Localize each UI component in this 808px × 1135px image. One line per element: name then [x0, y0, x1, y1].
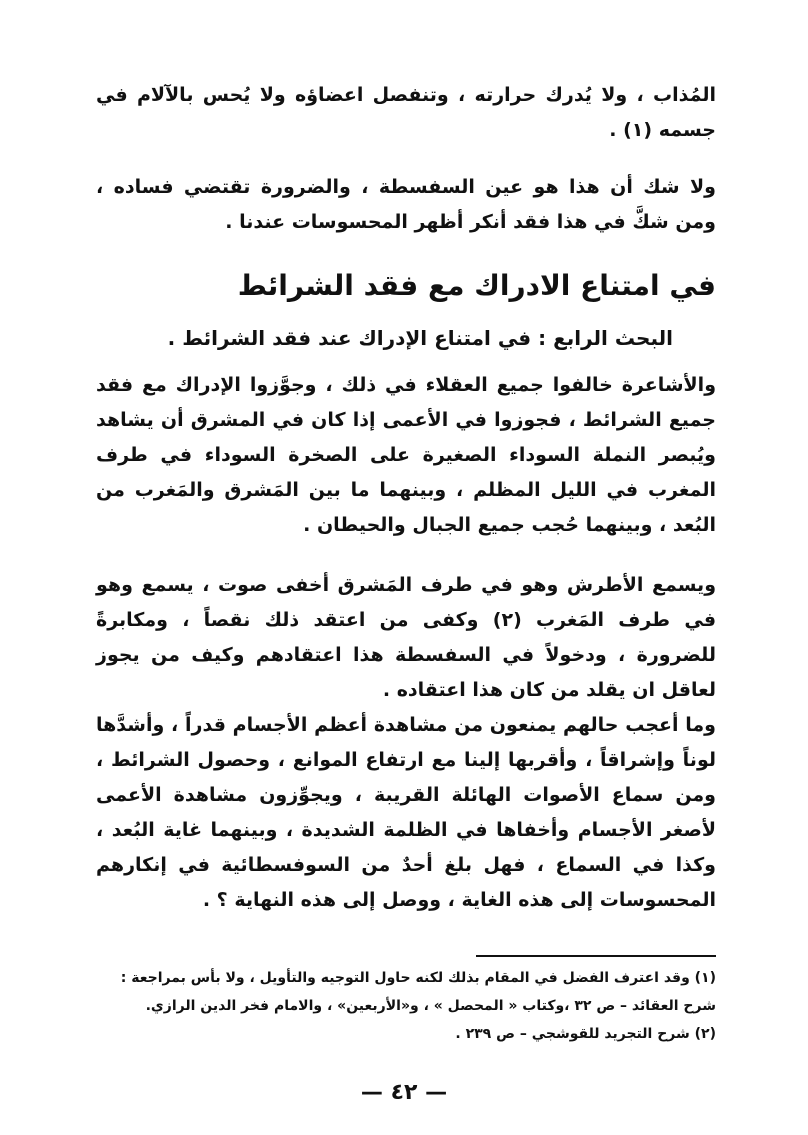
footnote-divider: [476, 955, 716, 957]
paragraph-5: [96, 708, 716, 918]
paragraph-5-text: وما أعجب حالهم يمنعون من مشاهدة أعظم الأجسام قدراً ، وأشدَّها لوناً وإشراقاً ، وأقربها إلينا مع ارتفاع الموانع ، وحصول الشرائط ، ومن سماع الأصوات الهائلة القريبة ، ويجوِّزون مشاهدة الأعمى لأصغر الأجسام وأخفاها في الظلمة الشديدة ، وبينهما غاية البُعد ، وكذا في السماع ، فهل بلغ أحدٌ من السوفسطائية في إنكارهم المحسوسات إلى هذه الغاية ، ووصل إلى هذه النهاية ؟ .: [96, 714, 716, 911]
paragraph-1: [96, 78, 716, 148]
footnote-1-line-2: شرح العقائد – ص ٣٢ ،وكتاب « المحصل » ، و«الأربعين» ، والامام فخر الدين الرازي.: [145, 998, 716, 1014]
paragraph-3-text: والأشاعرة خالفوا جميع العقلاء في ذلك ، وجوَّزوا الإدراك مع فقد جميع الشرائط ، فجوزوا في الأعمى إذا كان في المشرق أن يشاهد ويُبصر النملة السوداء الصغيرة على الصخرة السوداء في طرف المغرب في الليل المظلم ، وبينهما ما بين المَشرق والمَغرب من البُعد ، وبينهما حُجب جميع الجبال والحيطان .: [96, 374, 716, 536]
paragraph-2-text: ولا شك أن هذا هو عين السفسطة ، والضرورة تقتضي فساده ، ومن شكَّ في هذا فقد أنكر أظهر المحسوسات عندنا .: [96, 176, 716, 233]
paragraph-4-text: ويسمع الأطرش وهو في طرف المَشرق أخفى صوت ، يسمع وهو في طرف المَغرب (٢) وكفى من اعتقد ذلك نقصاً ، ومكابرةً للضرورة ، ودخولاً في السفسطة هذا اعتقادهم وكيف من يجوز لعاقل ان يقلد من كان هذا اعتقاده .: [96, 574, 717, 701]
paragraph-3: [96, 368, 716, 543]
section-subheading: البحث الرابع : في امتناع الإدراك عند فقد الشرائط .: [167, 326, 673, 350]
footnotes: [91, 964, 716, 1048]
paragraph-1-text: المُذاب ، ولا يُدرك حرارته ، وتنفصل اعضاؤه ولا يُحس بالآلام في جسمه (١) .: [96, 84, 716, 141]
paragraph-4: [96, 568, 716, 708]
section-heading: في امتناع الادراك مع فقد الشرائط: [237, 269, 716, 302]
paragraph-2: [96, 170, 716, 240]
footnote-2: (٢) شرح التجريد للقوشجي – ص ٢٣٩ .: [455, 1026, 716, 1042]
footnote-1-line-1: (١) وقد اعترف الفضل في المقام بذلك لكنه حاول التوجيه والتأويل ، ولا بأس بمراجعة :: [120, 970, 716, 986]
page-number: — ٤٢ —: [360, 1080, 448, 1105]
